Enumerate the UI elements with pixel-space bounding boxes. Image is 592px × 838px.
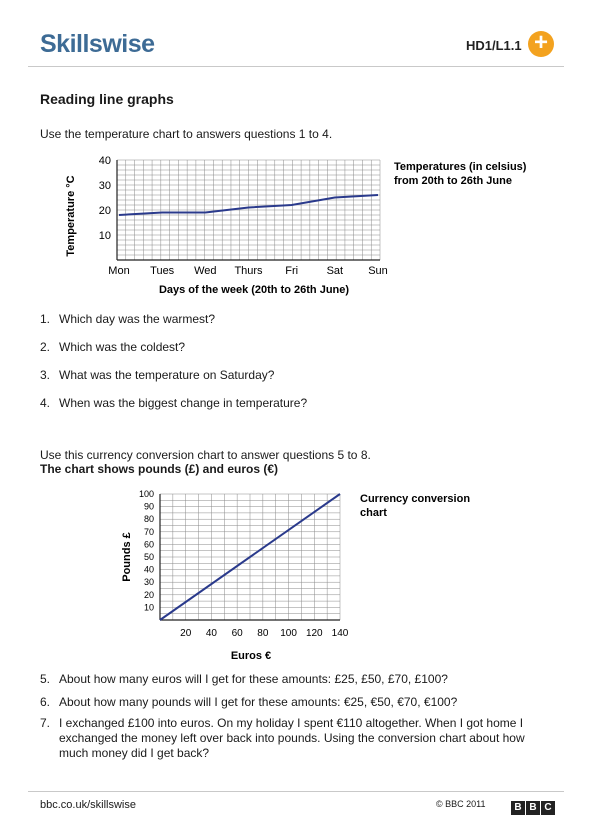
temperature-x-tick-label: Tues xyxy=(150,265,175,277)
currency-y-tick-label: 90 xyxy=(143,501,154,512)
temperature-x-tick-label: Thurs xyxy=(234,265,263,277)
page-title: Reading line graphs xyxy=(40,91,174,107)
question-text: What was the temperature on Saturday? xyxy=(59,368,275,382)
temperature-y-tick-label: 20 xyxy=(98,205,111,217)
currency-y-tick-label: 50 xyxy=(143,552,154,562)
currency-x-tick-label: 140 xyxy=(331,628,349,639)
question-7 xyxy=(40,716,560,761)
currency-y-axis-label: Pounds £ xyxy=(121,532,133,582)
question-6 xyxy=(40,695,560,710)
currency-x-tick-label: 100 xyxy=(280,628,297,639)
temperature-y-tick-label: 40 xyxy=(98,155,111,167)
temperature-chart-title-line-1: Temperatures (in celsius) xyxy=(394,161,527,173)
currency-x-tick-label: 120 xyxy=(305,628,323,639)
bbc-logo-letter: B xyxy=(511,801,525,815)
currency-y-tick-label: 70 xyxy=(143,526,154,537)
currency-chart-title-line-2: chart xyxy=(360,507,387,519)
currency-instruction-text: Use this currency conversion chart to answer questions 5 to 8. xyxy=(40,448,371,462)
currency-instruction-bold: The chart shows pounds (£) and euros (€) xyxy=(40,462,279,476)
currency-x-axis-label: Euros € xyxy=(230,650,272,662)
currency-x-tick-label: 80 xyxy=(257,628,269,639)
currency-y-tick-label: 10 xyxy=(143,602,154,613)
temperature-x-tick-label: Wed xyxy=(194,265,217,277)
temperature-chart-title-line-2: from 20th to 26th June xyxy=(394,175,512,187)
question-text: When was the biggest change in temperature? xyxy=(59,396,308,410)
question-text: Which was the coldest? xyxy=(59,340,186,354)
currency-y-tick-label: 80 xyxy=(143,514,154,525)
footer-copyright: © BBC 2011 xyxy=(436,799,486,809)
worksheet-code: HD1/L1.1 xyxy=(466,38,522,53)
question-text: About how many pounds will I get for these amounts: €25, €50, €70, €100? xyxy=(59,695,458,709)
currency-y-tick-label: 40 xyxy=(143,564,154,575)
question-number: 4. xyxy=(40,396,51,410)
question-number: 3. xyxy=(40,368,51,382)
temperature-x-axis-label: Days of the week (20th to 26th June) xyxy=(158,284,350,296)
currency-x-tick-label: 40 xyxy=(205,628,217,639)
question-number: 6. xyxy=(40,695,51,709)
question-number: 1. xyxy=(40,312,51,326)
question-number: 7. xyxy=(40,716,51,730)
temperature-y-axis-label: Temperature °C xyxy=(65,175,77,257)
question-number: 5. xyxy=(40,672,51,686)
currency-x-tick-label: 20 xyxy=(180,628,192,639)
question-5 xyxy=(40,672,560,687)
temperature-x-tick-label: Sun xyxy=(368,265,388,277)
currency-chart-title-line-1: Currency conversion xyxy=(360,493,471,505)
question-number: 2. xyxy=(40,340,51,354)
question-text: Which day was the warmest? xyxy=(59,312,216,326)
currency-y-tick-label: 60 xyxy=(143,539,154,550)
skillswise-logo: Skillswise xyxy=(40,30,155,58)
currency-y-tick-label: 20 xyxy=(143,589,154,600)
temperature-x-tick-label: Sat xyxy=(326,265,344,277)
footer-url: bbc.co.uk/skillswise xyxy=(40,799,136,811)
temperature-instruction: Use the temperature chart to answers questions 1 to 4. xyxy=(40,127,333,141)
temperature-y-tick-label: 30 xyxy=(98,180,111,192)
temperature-y-tick-label: 10 xyxy=(98,230,111,242)
bbc-logo-letter: C xyxy=(541,801,555,815)
currency-y-tick-label: 30 xyxy=(143,577,154,588)
temperature-x-tick-label: Fri xyxy=(285,265,299,277)
temperature-x-tick-label: Mon xyxy=(108,265,130,277)
question-text: About how many euros will I get for these amounts: £25, £50, £70, £100? xyxy=(59,672,448,686)
bbc-logo-letter: B xyxy=(526,801,540,815)
bbc-logo xyxy=(511,797,556,815)
currency-y-tick-label: 100 xyxy=(138,489,154,499)
plus-icon: + xyxy=(528,31,554,57)
question-text: I exchanged £100 into euros. On my holiday I spent €110 altogether. When I got home I exchanged the money left over back into pounds. Using the conversion chart about how much money did I get back? xyxy=(59,716,525,760)
footer-divider xyxy=(28,791,564,792)
currency-x-tick-label: 60 xyxy=(231,628,243,639)
